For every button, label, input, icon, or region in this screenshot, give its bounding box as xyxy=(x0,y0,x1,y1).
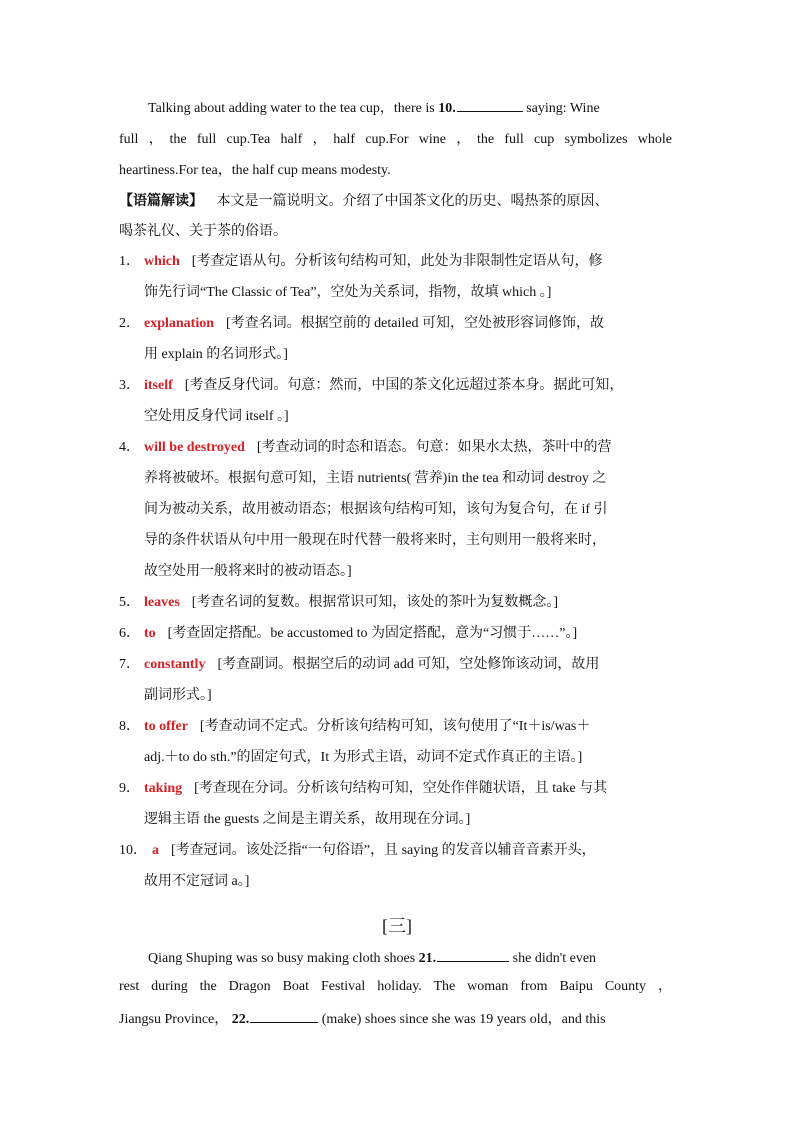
item-explanation: adj.＋to do sth.”的固定句式，It 为形式主语，动词不定式作真正的主语。] xyxy=(144,750,583,765)
item-explanation: 导的条件状语从句中用一般现在时代替一般将来时，主句则用一般将来时， xyxy=(144,533,606,548)
item-number: 2． xyxy=(119,316,140,331)
passage-bottom-line-3 xyxy=(119,1004,672,1035)
blank-21 xyxy=(437,947,509,962)
blank-22 xyxy=(250,1008,318,1023)
analysis-line-1 xyxy=(119,186,689,217)
answer-text: a xyxy=(152,843,159,858)
answer-text: leaves xyxy=(144,595,180,610)
item-number: 9． xyxy=(119,781,140,796)
answer-item-4 xyxy=(119,432,675,587)
question-number-22: 22. xyxy=(231,1012,250,1027)
item-explanation: [考查动词不定式。分析该句结构可知，该句使用了“It＋is/was＋ xyxy=(199,719,591,734)
item-explanation: [考查副词。根据空后的动词 add 可知，空处修饰该动词，故用 xyxy=(217,657,600,672)
item-explanation: [考查固定搭配。be accustomed to 为固定搭配，意为“习惯于……”。] xyxy=(167,626,578,641)
passage-bottom-line-1-pre: Qiang Shuping was so busy making cloth shoes xyxy=(148,951,416,966)
item-number: 8． xyxy=(119,719,140,734)
item-explanation: 故空处用一般将来时的被动语态。] xyxy=(144,564,352,579)
passage-bottom-line-3-pre: Jiangsu Province， xyxy=(119,1012,229,1027)
analysis-line-2: 喝茶礼仪、关于茶的俗语。 xyxy=(119,224,287,239)
item-explanation: [考查名词。根据空前的 detailed 可知，空处被形容词修饰，故 xyxy=(226,316,604,331)
answer-item-5 xyxy=(119,587,675,618)
item-number: 6． xyxy=(119,626,140,641)
answer-text: to xyxy=(144,626,156,641)
item-explanation: 间为被动关系，故用被动语态；根据该句结构可知，该句为复合句，在 if 引 xyxy=(144,502,608,517)
item-number: 3． xyxy=(119,378,140,393)
answer-list xyxy=(119,246,675,897)
item-explanation: [考查反身代词。句意：然而，中国的茶文化远超过茶本身。据此可知， xyxy=(184,378,624,393)
item-explanation: [考查冠词。该处泛指“一句俗语”，且 saying 的发音以辅音音素开头， xyxy=(171,843,596,858)
answer-text: to offer xyxy=(144,719,188,734)
answer-item-10 xyxy=(119,835,675,897)
item-number: 10． xyxy=(119,843,147,858)
answer-item-9 xyxy=(119,773,675,835)
item-explanation: 养将被破坏。根据句意可知，主语 nutrients( 营养)in the tea 和动词 destroy 之 xyxy=(144,471,607,486)
passage-top-line-1 xyxy=(119,93,672,124)
answer-text: explanation xyxy=(144,316,215,331)
item-explanation: [考查动词的时态和语态。句意：如果水太热，茶叶中的营 xyxy=(256,440,612,455)
answer-text: itself xyxy=(144,378,173,393)
section-title: [三] xyxy=(382,916,412,936)
item-explanation: 饰先行词“The Classic of Tea”，空处为关系词，指物，故填 which 。] xyxy=(144,285,552,300)
answer-item-6 xyxy=(119,618,675,649)
analysis-text-1: 本文是一篇说明文。介绍了中国茶文化的历史、喝热茶的原因、 xyxy=(216,194,609,209)
answer-item-7 xyxy=(119,649,675,711)
item-number: 7． xyxy=(119,657,140,672)
item-number: 1． xyxy=(119,254,140,269)
item-explanation: 故用不定冠词 a。] xyxy=(144,874,250,889)
answer-item-2 xyxy=(119,308,675,370)
passage-top-line-1-pre: Talking about adding water to the tea cup，there is xyxy=(148,101,435,116)
passage-top-line-3: heartiness.For tea，the half cup means modesty. xyxy=(119,163,391,178)
answer-text: will be destroyed xyxy=(144,440,245,455)
passage-top-line-2: full ，the full cup.Tea half ，half cup.For wine ，the full cup symbolizes whole xyxy=(119,132,672,147)
answer-item-8 xyxy=(119,711,675,773)
item-explanation: 空处用反身代词 itself 。] xyxy=(144,409,289,424)
item-explanation: 用 explain 的名词形式。] xyxy=(144,347,288,362)
answer-text: taking xyxy=(144,781,183,796)
passage-bottom-line-1-post: she didn't even xyxy=(512,951,597,966)
answer-item-3 xyxy=(119,370,675,432)
item-explanation: 逻辑主语 the guests 之间是主谓关系，故用现在分词。] xyxy=(144,812,471,827)
item-number: 5． xyxy=(119,595,140,610)
item-explanation: [考查名词的复数。根据常识可知，该处的茶叶为复数概念。] xyxy=(191,595,559,610)
passage-bottom-line-1 xyxy=(119,943,672,974)
question-number-10: 10. xyxy=(438,101,456,116)
passage-bottom-line-2: rest during the Dragon Boat Festival holiday. The woman from Baipu County ， xyxy=(119,979,672,994)
analysis-label: 【语篇解读】 xyxy=(119,194,203,209)
answer-text: which xyxy=(144,254,180,269)
passage-top-line-1-post: saying: Wine xyxy=(526,101,600,116)
item-explanation: 副词形式。] xyxy=(144,688,212,703)
answer-text: constantly xyxy=(144,657,206,672)
item-explanation: [考查定语从句。分析该句结构可知，此处为非限制性定语从句，修 xyxy=(191,254,603,269)
item-number: 4． xyxy=(119,440,140,455)
item-explanation: [考查现在分词。分析该句结构可知，空处作伴随状语，且 take 与其 xyxy=(194,781,608,796)
answer-item-1 xyxy=(119,246,675,308)
question-number-21: 21. xyxy=(418,951,437,966)
passage-bottom-line-3-post: (make) shoes since she was 19 years old，and this xyxy=(321,1012,606,1027)
blank-10 xyxy=(457,97,523,112)
